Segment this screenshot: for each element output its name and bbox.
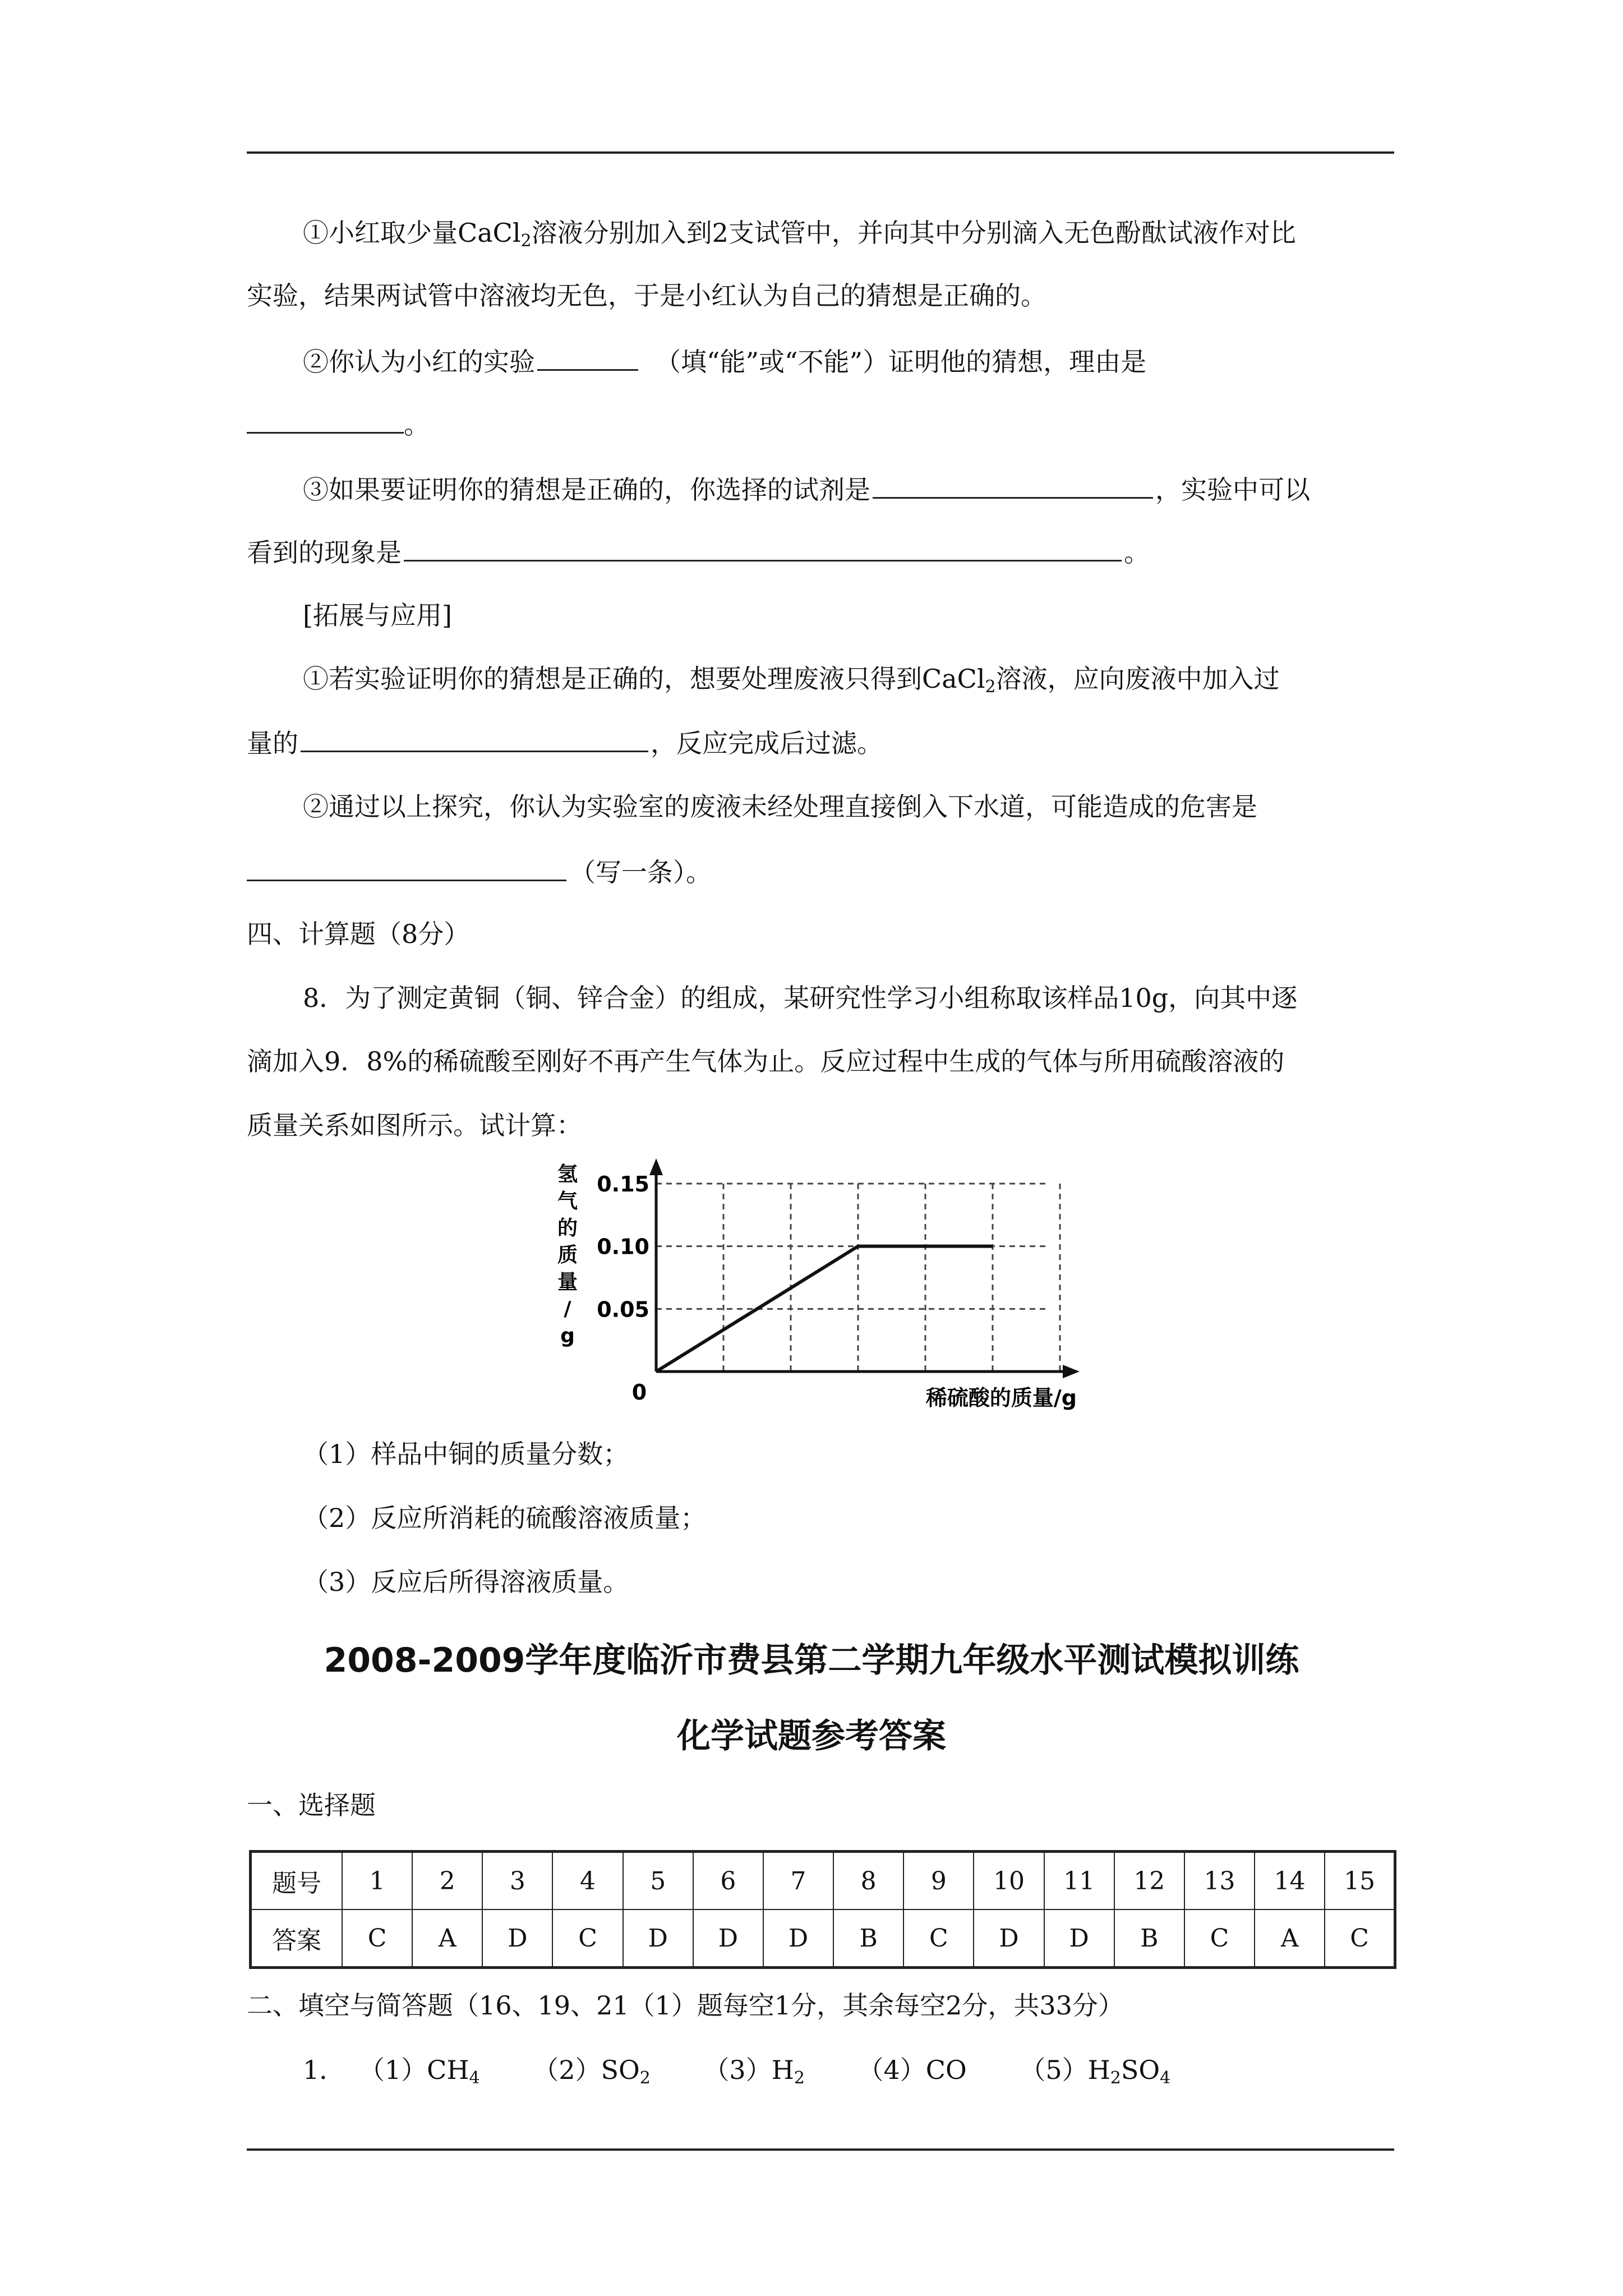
- question-number-cell: 12: [1114, 1852, 1184, 1910]
- origin-label: 0: [631, 1380, 647, 1405]
- x-axis-arrow: [1063, 1365, 1080, 1378]
- answer-title: 2008-2009学年度临沂市费县第二学期九年级水平测试模拟训练: [324, 1641, 1299, 1680]
- question-text: 8．为了测定黄铜（铜、锌合金）的组成，某研究性学习小组称取该样品10g，向其中逐: [303, 983, 1298, 1013]
- answer-line: 1． $(1)CH_4$ $(2)SO_2$ $(3)H_2$ （4）CO $(5)H_2SO_4$: [303, 2055, 1171, 2088]
- question-number-cell: 1: [342, 1852, 412, 1910]
- question-number-cell: 6: [693, 1852, 763, 1910]
- question-number-cell: 7: [763, 1852, 833, 1910]
- answer-letter-cell: D: [1044, 1910, 1114, 1968]
- answer-letter-cell: D: [693, 1910, 763, 1968]
- y-tick-label: 0.15: [597, 1172, 649, 1197]
- section-heading: 一、选择题: [247, 1790, 376, 1820]
- text-line: ①若实验证明你的猜想是正确的，想要处理废液只得到CaCl$_2$溶液，应向废液中加入过: [303, 664, 1280, 697]
- text-line: 实验，结果两试管中溶液均无色，于是小红认为自己的猜想是正确的。: [247, 280, 1046, 311]
- section-heading: [拓展与应用]: [303, 600, 452, 631]
- answer-blank[interactable]: [247, 406, 404, 434]
- question-number-cell: 11: [1044, 1852, 1114, 1910]
- table-row: [251, 1910, 1395, 1968]
- answer-table: [249, 1850, 1396, 1969]
- answer-letter-cell: C: [342, 1910, 412, 1968]
- answer-letter-cell: C: [903, 1910, 974, 1968]
- answer-blank[interactable]: [301, 725, 648, 752]
- answer-letter-cell: C: [552, 1910, 623, 1968]
- text-line: ②你认为小红的实验 （填“能”或“不能”）证明他的猜想，理由是: [303, 343, 1146, 379]
- sub-question: （3）反应后所得溶液质量。: [303, 1567, 629, 1597]
- text-line: ③如果要证明你的猜想是正确的，你选择的试剂是 ，实验中可以: [303, 471, 1310, 507]
- question-number-cell: 8: [833, 1852, 903, 1910]
- question-number-cell: 10: [974, 1852, 1044, 1910]
- question-number-cell: 5: [623, 1852, 693, 1910]
- text-line: ①小红取少量CaCl$_2$溶液分别加入到2支试管中，并向其中分别滴入无色酚酞试液作对比: [303, 218, 1296, 251]
- y-tick-label: 0.05: [597, 1297, 649, 1322]
- hydrogen-mass-chart: [544, 1156, 1082, 1419]
- answer-letter-cell: B: [833, 1910, 903, 1968]
- answer-blank[interactable]: [873, 471, 1153, 499]
- answer-blank[interactable]: [537, 343, 638, 371]
- answer-blank[interactable]: [247, 854, 566, 881]
- y-tick-label: 0.10: [597, 1234, 649, 1259]
- sub-question: （1）样品中铜的质量分数；: [303, 1439, 629, 1469]
- y-axis-arrow: [649, 1158, 663, 1175]
- text-line: （写一条）。: [247, 854, 712, 889]
- answer-subtitle: 化学试题参考答案: [677, 1717, 946, 1756]
- question-number-cell: 3: [482, 1852, 552, 1910]
- answer-letter-cell: D: [974, 1910, 1044, 1968]
- table-row: [251, 1852, 1395, 1910]
- question-number-cell: 4: [552, 1852, 623, 1910]
- answer-letter-cell: B: [1114, 1910, 1184, 1968]
- question-number-cell: 9: [903, 1852, 974, 1910]
- text-line: ②通过以上探究，你认为实验室的废液未经处理直接倒入下水道，可能造成的危害是: [303, 792, 1257, 822]
- header-rule: [247, 151, 1394, 154]
- text-line: 量的 ，反应完成后过滤。: [247, 725, 883, 760]
- x-axis-label: 稀硫酸的质量/g: [925, 1386, 1077, 1410]
- sub-question: （2）反应所消耗的硫酸溶液质量；: [303, 1503, 707, 1533]
- answer-letter-cell: C: [1184, 1910, 1255, 1968]
- row-header: 题号: [251, 1852, 343, 1910]
- row-header: 答案: [251, 1910, 343, 1968]
- answer-letter-cell: D: [763, 1910, 833, 1968]
- footer-rule: [247, 2148, 1394, 2151]
- text-line: 。: [247, 406, 430, 441]
- answer-letter-cell: A: [1255, 1910, 1325, 1968]
- y-axis-label: 氢气的质量/ g: [557, 1163, 578, 1347]
- answer-letter-cell: D: [623, 1910, 693, 1968]
- question-number-cell: 15: [1325, 1852, 1395, 1910]
- answer-letter-cell: A: [412, 1910, 482, 1968]
- section-heading: 二、填空与简答题（16、19、21（1）题每空1分，其余每空2分，共33分）: [247, 1990, 1124, 2021]
- question-text: 质量关系如图所示。试计算：: [247, 1110, 582, 1140]
- text-line: 看到的现象是 。: [247, 534, 1150, 569]
- question-number-cell: 2: [412, 1852, 482, 1910]
- section-heading: 四、计算题（8分）: [247, 919, 470, 949]
- answer-letter-cell: D: [482, 1910, 552, 1968]
- question-number-cell: 13: [1184, 1852, 1255, 1910]
- question-text: 滴加入9．8%的稀硫酸至刚好不再产生气体为止。反应过程中生成的气体与所用硫酸溶液的: [247, 1046, 1285, 1076]
- question-number-cell: 14: [1255, 1852, 1325, 1910]
- answer-blank[interactable]: [404, 534, 1122, 562]
- answer-letter-cell: C: [1325, 1910, 1395, 1968]
